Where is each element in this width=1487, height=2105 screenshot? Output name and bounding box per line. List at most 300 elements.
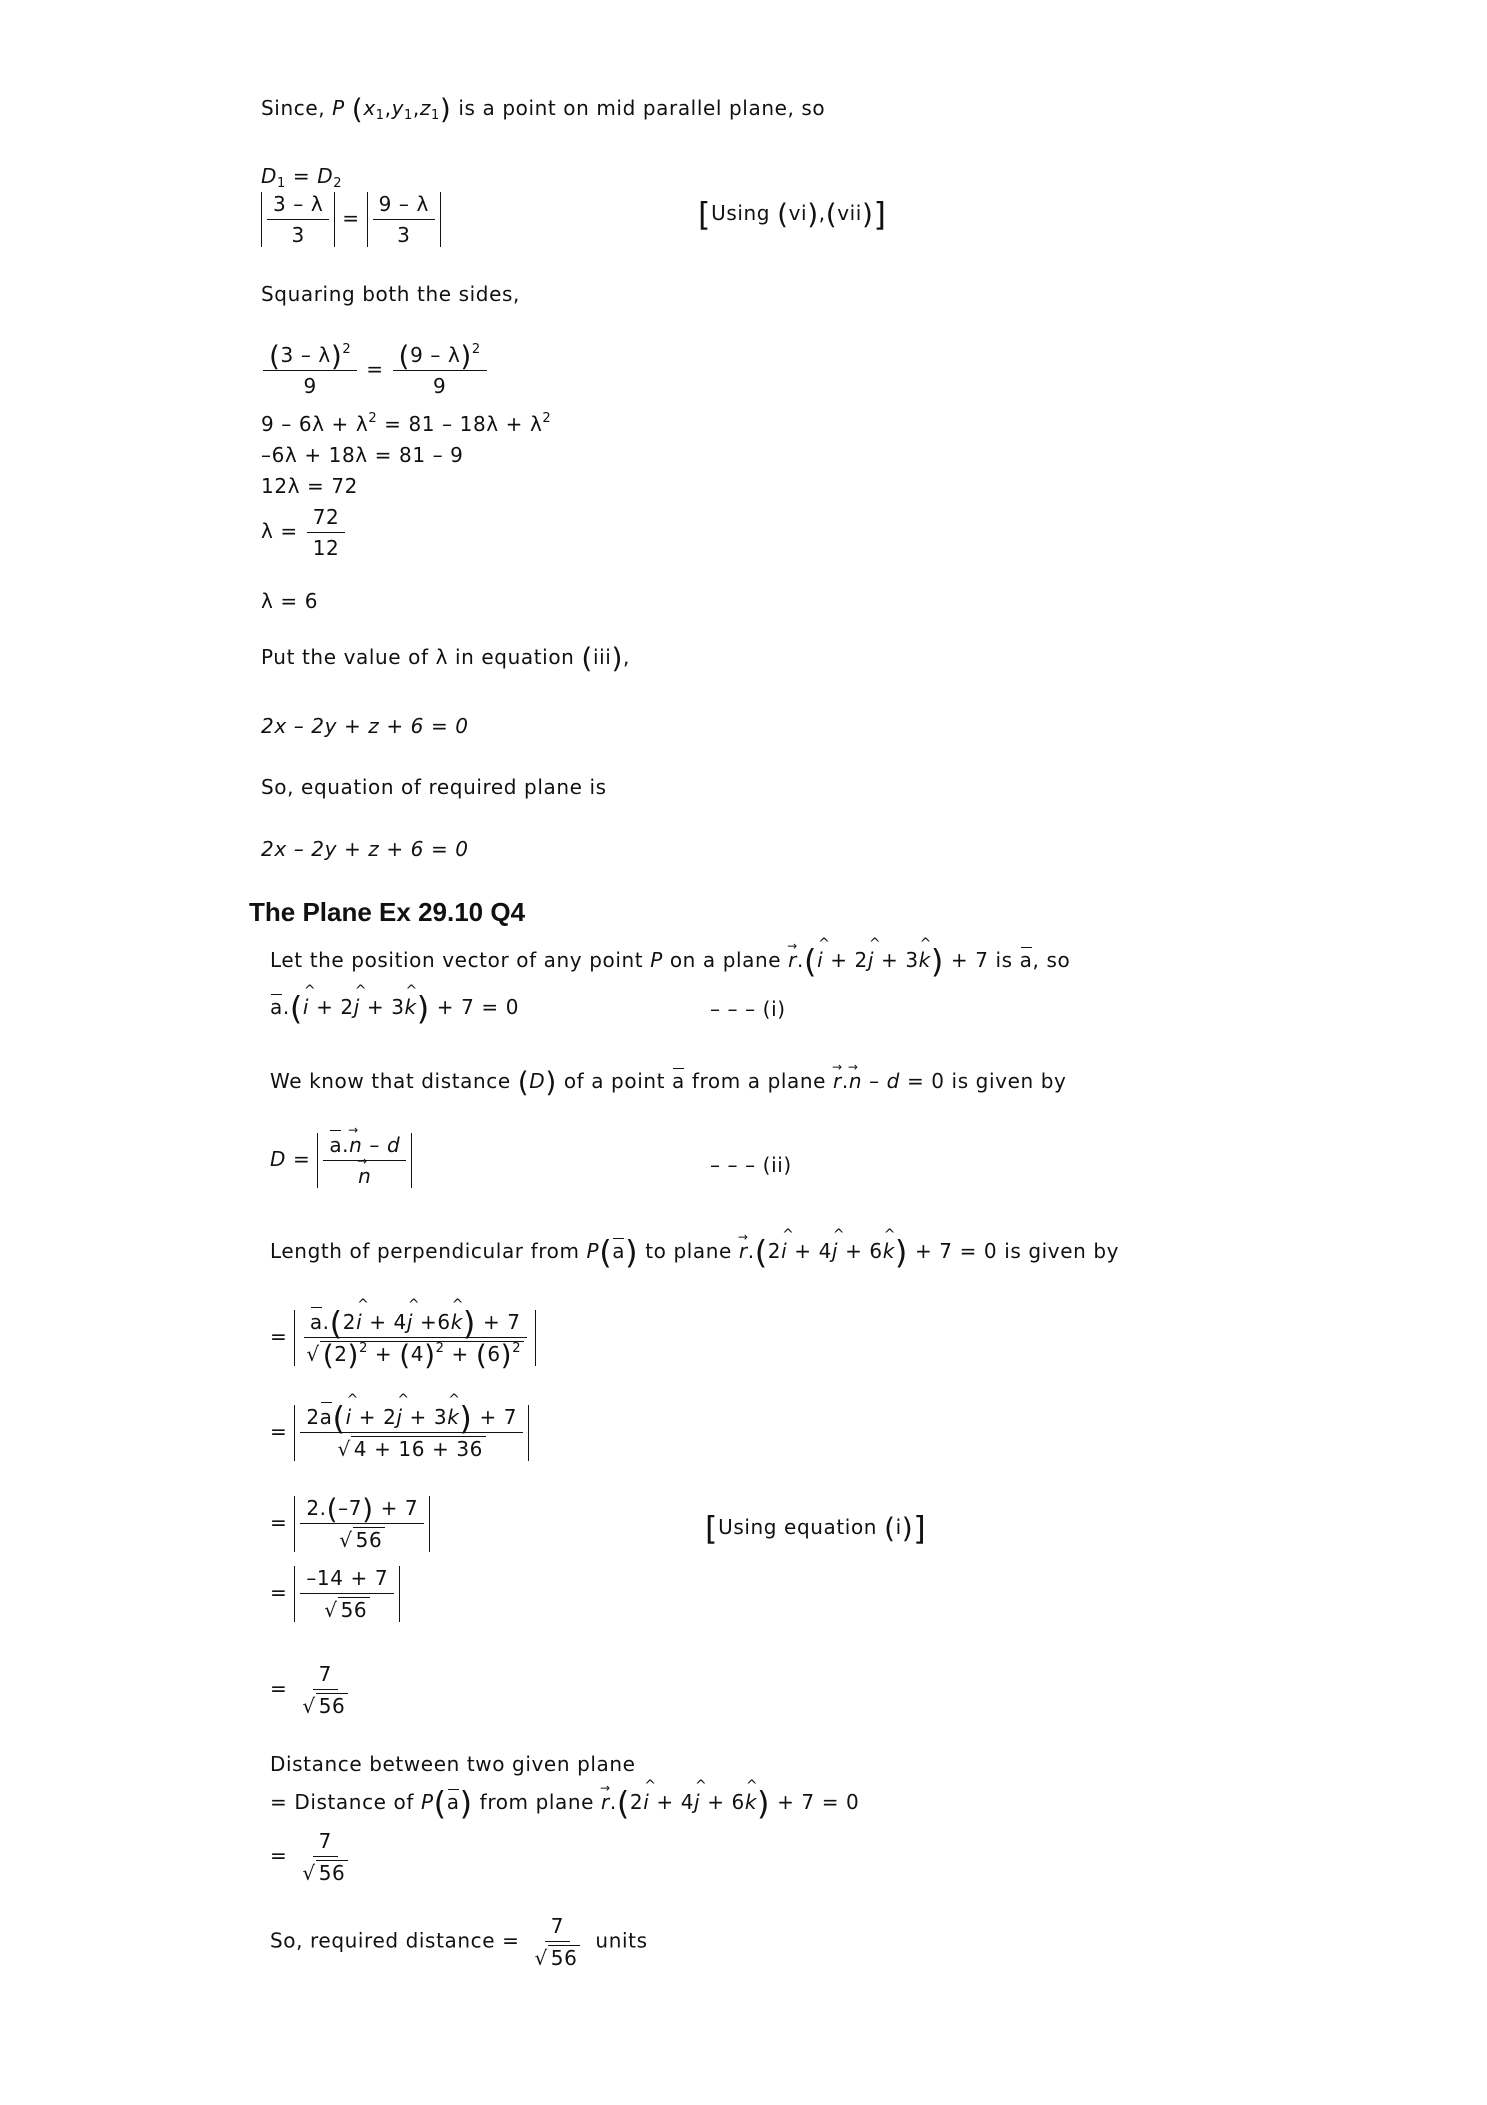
num: 2: [334, 1342, 348, 1366]
coef: 6: [869, 1239, 883, 1263]
numerator: [304, 1304, 527, 1343]
fraction: [300, 1399, 523, 1461]
equation-ii: [270, 1133, 412, 1188]
denominator: [296, 1857, 354, 1885]
var: z: [419, 96, 431, 120]
var-d: D: [261, 164, 278, 188]
sup: 2: [512, 1341, 522, 1356]
paren: (: [399, 1338, 411, 1372]
text: on a plane: [669, 948, 782, 972]
numerator: [263, 339, 357, 373]
numerator: 72: [307, 505, 346, 533]
sqrt-sign: √: [339, 1528, 353, 1552]
numerator: [300, 1492, 424, 1526]
op: +: [451, 1342, 469, 1366]
vec-n: → n: [849, 1071, 862, 1091]
comma: ,: [622, 645, 630, 669]
dot: .: [322, 1310, 330, 1334]
sqrt-sign: √: [302, 1694, 316, 1718]
coef: 3: [905, 948, 919, 972]
text: so: [1046, 948, 1071, 972]
sup: 2: [435, 1341, 445, 1356]
coef: 2: [342, 1310, 357, 1334]
op: –: [300, 343, 312, 367]
vec-r: → r: [739, 1241, 748, 1261]
expr: + 7: [479, 1405, 518, 1429]
i-hat: ^ i: [356, 1310, 362, 1334]
abs-value: [317, 1133, 412, 1188]
bracket: [: [698, 195, 712, 234]
expr: λ =: [261, 519, 298, 543]
bracket: ]: [873, 195, 887, 234]
var: d: [886, 1069, 900, 1093]
fraction: [528, 1914, 586, 1970]
paren: ): [807, 197, 819, 231]
distance-step-2: [270, 1399, 529, 1461]
paren: ): [462, 1304, 476, 1343]
sub: 1: [277, 176, 286, 191]
sup: 2: [368, 411, 378, 426]
coef: 4: [393, 1310, 407, 1334]
paren: ): [611, 641, 623, 675]
text: from a plane: [691, 1069, 827, 1093]
op: +: [358, 1405, 377, 1429]
num: 9: [410, 343, 424, 367]
abs-value: [261, 192, 335, 247]
fraction: [393, 339, 487, 398]
op: –: [430, 343, 441, 367]
sub: 2: [333, 176, 343, 191]
expr: = 0: [906, 1069, 945, 1093]
denominator: 9: [303, 374, 317, 398]
paren: (: [351, 92, 364, 126]
j-hat: ^ j: [694, 1792, 700, 1812]
text: is given by: [951, 1069, 1067, 1093]
paren: ): [459, 1784, 473, 1823]
numerator: 7: [313, 1829, 338, 1857]
lambda: λ: [318, 343, 331, 367]
op: +: [881, 948, 899, 972]
num: 6: [487, 1342, 501, 1366]
distance-step-3: [270, 1492, 430, 1552]
paren: (: [825, 197, 838, 231]
ref: i: [895, 1515, 902, 1539]
sup: 2: [471, 342, 481, 357]
k-hat: ^ k: [919, 950, 931, 970]
using-equation-i: [705, 1509, 927, 1548]
abs-value: [294, 1492, 430, 1552]
coef: 2: [854, 948, 868, 972]
fraction: [373, 192, 435, 247]
paren: ): [894, 1233, 908, 1272]
expr: = 0: [821, 1790, 860, 1814]
distance-step-1: [270, 1304, 536, 1372]
text: Let the position vector of any point: [270, 948, 644, 972]
sup: 2: [342, 342, 352, 357]
dot: .: [747, 1239, 755, 1263]
coef: 3: [391, 995, 405, 1019]
eq: =: [270, 1324, 288, 1349]
fraction: [300, 1492, 424, 1552]
denominator: 3: [397, 223, 411, 247]
coef: 6: [437, 1310, 451, 1334]
text: So, required distance =: [270, 1928, 520, 1953]
expr: + 7: [777, 1790, 815, 1814]
paren: (: [581, 641, 593, 675]
expanded-line: [261, 411, 552, 436]
op: +: [420, 1310, 438, 1334]
expr: = 0: [959, 1239, 998, 1263]
lambda-result: λ = 6: [261, 589, 319, 613]
eq: =: [270, 1580, 288, 1605]
ref: vii: [837, 201, 862, 225]
var-p: P: [586, 1239, 600, 1263]
paren: (: [884, 1511, 896, 1545]
text: = Distance of: [270, 1790, 415, 1814]
paren: ): [625, 1233, 639, 1272]
paren: ): [347, 1338, 360, 1372]
bracket: ]: [913, 1509, 927, 1548]
op: –: [369, 1133, 380, 1157]
plane-equation: 2x – 2y + z + 6 = 0: [261, 714, 469, 738]
fraction: [267, 192, 329, 247]
equation-i: [270, 989, 520, 1028]
numerator: [267, 192, 329, 220]
sqrt-sign: √: [534, 1946, 548, 1970]
sqrt-sign: √: [324, 1598, 338, 1622]
text: is given by: [1004, 1239, 1120, 1263]
num: –7: [338, 1496, 363, 1520]
distance-between-text: Distance between two given plane: [270, 1752, 636, 1776]
op: –: [293, 192, 304, 216]
expr: = 81 – 18λ + λ: [377, 412, 543, 436]
op: +: [845, 1239, 863, 1263]
eq: =: [366, 357, 384, 381]
text: We know that distance: [270, 1069, 511, 1093]
step-line: –6λ + 18λ = 81 – 9: [261, 443, 464, 467]
paren: ): [362, 1492, 374, 1526]
text: Length of perpendicular from: [270, 1239, 580, 1263]
comma: ,: [384, 96, 392, 120]
text: is a point on mid parallel plane, so: [458, 96, 826, 120]
vec-a: a: [1019, 948, 1033, 972]
eq: =: [270, 1843, 288, 1868]
lambda-fraction: [261, 505, 347, 560]
denominator: [352, 1161, 377, 1188]
eq: =: [342, 206, 360, 230]
sup: 2: [542, 411, 552, 426]
abs-value: [294, 1399, 529, 1461]
section-title: The Plane Ex 29.10 Q4: [249, 897, 526, 927]
dot: .: [797, 948, 804, 972]
coef: 4: [680, 1790, 695, 1814]
denominator: [296, 1690, 354, 1718]
i-hat: ^ i: [303, 997, 309, 1017]
we-know-line: [270, 1065, 1067, 1099]
denominator: [333, 1524, 391, 1552]
dot: .: [342, 1133, 350, 1157]
coef: 3: [433, 1405, 448, 1429]
paren: (: [616, 1784, 630, 1823]
num: 3: [273, 192, 287, 216]
op: +: [830, 948, 848, 972]
expr: + 7: [914, 1239, 953, 1263]
paren: (: [777, 197, 789, 231]
sqrt-body: 4 + 16 + 36: [351, 1436, 486, 1461]
dot: .: [841, 1069, 849, 1093]
required-distance-line: [270, 1914, 648, 1970]
op: +: [707, 1790, 725, 1814]
k-hat: ^ k: [451, 1310, 463, 1334]
paren: ): [861, 197, 874, 231]
paren: ): [545, 1065, 557, 1099]
numerator: 7: [313, 1662, 338, 1690]
vec-a: a: [319, 1405, 333, 1429]
text: Put the value of: [261, 645, 429, 669]
vec-a: a: [309, 1310, 323, 1334]
sub: 1: [404, 108, 413, 123]
vec-n: → n: [349, 1133, 362, 1157]
paren: ): [416, 989, 430, 1028]
sqrt-body: 56: [548, 1945, 581, 1970]
sqrt-sign: √: [302, 1861, 316, 1885]
eq: =: [292, 164, 311, 188]
paren: ): [330, 339, 343, 373]
ref: vi: [788, 201, 808, 225]
k-hat: ^ k: [883, 1241, 895, 1261]
coef: 2: [629, 1790, 644, 1814]
denominator: 3: [291, 223, 305, 247]
text: in equation: [455, 645, 575, 669]
op: +: [656, 1790, 674, 1814]
paren: (: [326, 1492, 339, 1526]
var-p: P: [650, 948, 663, 972]
lambda: λ: [447, 343, 461, 367]
lambda: λ: [435, 645, 449, 669]
vec-a: a: [329, 1133, 343, 1157]
sqrt-body: [320, 1338, 524, 1372]
so-required-text: So, equation of required plane is: [261, 775, 607, 799]
op: +: [409, 1405, 427, 1429]
lambda: λ: [310, 192, 324, 216]
fraction: [296, 1662, 354, 1718]
ref-i: – – – (i): [710, 997, 786, 1021]
paren: (: [433, 1784, 447, 1823]
var-d: D: [529, 1069, 546, 1093]
abs-fraction-equation: [261, 192, 441, 247]
eq: =: [270, 1419, 288, 1444]
k-hat: ^ k: [405, 997, 417, 1017]
denominator: [528, 1942, 586, 1970]
coef: 2: [340, 995, 354, 1019]
sqrt-body: 56: [316, 1860, 349, 1885]
ref: iii: [592, 645, 612, 669]
eq: =: [270, 1510, 288, 1535]
paren: (: [803, 942, 818, 981]
j-hat: ^ j: [354, 997, 360, 1017]
var: y: [391, 96, 405, 120]
i-hat: ^ i: [817, 950, 823, 970]
paren: (: [269, 339, 281, 373]
i-hat: ^ i: [643, 1792, 649, 1812]
distance-of-line: [270, 1784, 860, 1823]
sqrt-body: 56: [338, 1597, 371, 1622]
paren: (: [289, 989, 303, 1028]
paren: ): [901, 1511, 914, 1545]
k-hat: ^ k: [447, 1405, 459, 1429]
expr: + 7: [380, 1496, 419, 1520]
text: is: [995, 948, 1013, 972]
step-line: 12λ = 72: [261, 474, 359, 498]
paren: ): [757, 1784, 771, 1823]
eq: =: [270, 1676, 288, 1701]
abs-value: [294, 1304, 536, 1372]
comma: ,: [1032, 948, 1040, 972]
vec-r: → r: [833, 1071, 842, 1091]
ref-ii: – – – (ii): [710, 1153, 792, 1177]
vec-a: a: [270, 995, 283, 1019]
vec-r: → r: [601, 1792, 610, 1812]
j-hat: ^ j: [868, 950, 874, 970]
paren: (: [517, 1065, 530, 1099]
op: +: [369, 1310, 387, 1334]
sqrt-body: 56: [316, 1693, 349, 1718]
var: x: [363, 96, 376, 120]
numerator: [393, 339, 487, 373]
fraction: [307, 505, 346, 560]
op: +: [316, 995, 334, 1019]
j-hat: ^ j: [407, 1310, 413, 1334]
squaring-text: Squaring both the sides,: [261, 282, 520, 306]
num: 3: [280, 343, 294, 367]
paren: (: [754, 1233, 768, 1272]
op: +: [794, 1239, 812, 1263]
op: –: [398, 192, 410, 216]
paren: ): [500, 1338, 513, 1372]
var-d: D: [317, 164, 334, 188]
paren: (: [329, 1304, 343, 1343]
text: from plane: [479, 1790, 595, 1814]
coef: 6: [731, 1790, 745, 1814]
sub: 1: [431, 108, 440, 123]
sqrt-sign: √: [337, 1437, 351, 1461]
expr: + 7: [482, 1310, 521, 1334]
let-position-line: [270, 942, 1071, 981]
expr: 2.: [306, 1496, 327, 1520]
denominator: 9: [433, 374, 447, 398]
vec-r: → r: [788, 950, 797, 970]
dot: .: [282, 995, 290, 1019]
var-d: D: [270, 1147, 287, 1171]
denominator: [331, 1433, 492, 1461]
fraction: [263, 339, 357, 398]
numerator: [300, 1399, 523, 1438]
comma: ,: [818, 201, 826, 225]
squared-equation: [261, 339, 489, 398]
op: –: [869, 1069, 880, 1093]
num: 9: [378, 192, 392, 216]
paren: ): [460, 339, 472, 373]
dot: .: [609, 1790, 617, 1814]
coef: 4: [818, 1239, 832, 1263]
distance-step-5: [270, 1662, 356, 1718]
d1-eq-d2: [261, 164, 343, 191]
i-hat: ^ i: [781, 1241, 787, 1261]
text: Using equation: [718, 1515, 878, 1539]
paren: ): [459, 1399, 473, 1438]
length-perp-line: [270, 1233, 1120, 1272]
text: to plane: [645, 1239, 732, 1263]
paren: (: [322, 1338, 335, 1372]
paren: (: [398, 339, 411, 373]
put-value-line: [261, 641, 630, 675]
paren: (: [475, 1338, 488, 1372]
fraction: [300, 1566, 394, 1622]
comma: ,: [412, 96, 420, 120]
vec-a: a: [446, 1790, 460, 1814]
paren: ): [439, 92, 452, 126]
text: of a point: [563, 1069, 666, 1093]
paren: (: [599, 1233, 613, 1272]
num: 4: [410, 1342, 425, 1366]
op: +: [366, 995, 385, 1019]
coef: 2: [767, 1239, 782, 1263]
paren: ): [930, 942, 944, 981]
expr: 9 – 6λ + λ: [261, 412, 369, 436]
vec-a: a: [672, 1069, 685, 1093]
using-vi-vii: [698, 195, 887, 234]
numerator: 7: [545, 1914, 570, 1942]
bracket: [: [705, 1509, 719, 1548]
distance-step-4: [270, 1566, 400, 1622]
abs-value: [367, 192, 441, 247]
var-p: P: [420, 1790, 434, 1814]
var: d: [386, 1133, 401, 1157]
eq: =: [292, 1147, 311, 1171]
denominator: 12: [312, 536, 340, 560]
sub: 1: [375, 108, 385, 123]
expr: = 0: [481, 995, 520, 1019]
paren: ): [424, 1338, 436, 1372]
sqrt-body: 56: [353, 1527, 386, 1552]
expr: + 7: [950, 948, 989, 972]
distance-value: [270, 1829, 356, 1885]
fraction: [296, 1829, 354, 1885]
text: Using: [711, 201, 771, 225]
text: Since,: [261, 96, 326, 120]
sup: 2: [359, 1341, 368, 1356]
abs-value: [294, 1566, 400, 1622]
since-line: [261, 92, 826, 126]
vec-a: a: [612, 1239, 626, 1263]
numerator: [373, 192, 435, 220]
numerator: –14 + 7: [300, 1566, 394, 1594]
k-hat: ^ k: [745, 1792, 757, 1812]
denominator: [318, 1594, 376, 1622]
text: units: [595, 1928, 648, 1953]
j-hat: ^ j: [832, 1241, 838, 1261]
expr: + 7: [436, 995, 475, 1019]
op: +: [374, 1342, 393, 1366]
paren: (: [332, 1399, 346, 1438]
vec-n: → n: [358, 1164, 371, 1188]
var-p: P: [332, 96, 345, 120]
coef: 2: [383, 1405, 397, 1429]
coef: 2: [306, 1405, 320, 1429]
j-hat: ^ j: [396, 1405, 402, 1429]
denominator: [300, 1338, 530, 1372]
fraction: [300, 1304, 530, 1372]
